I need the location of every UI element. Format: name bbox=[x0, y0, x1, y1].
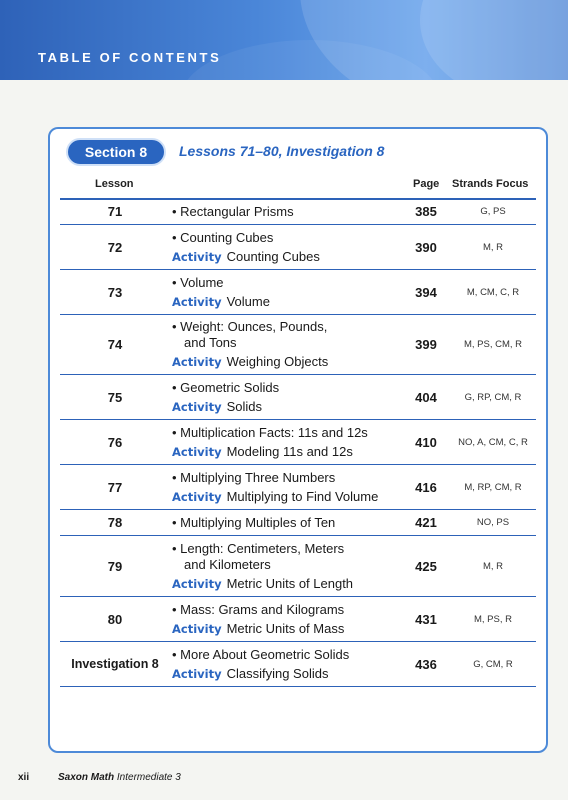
topic-title: • More About Geometric Solids bbox=[172, 646, 350, 662]
topic-title: • Length: Centimeters, Meters bbox=[172, 540, 345, 556]
book-subtitle: Intermediate 3 bbox=[116, 772, 181, 783]
topic-title: • Volume bbox=[172, 274, 224, 290]
lesson-number: 76 bbox=[107, 434, 123, 450]
activity-title: Classifying Solids bbox=[226, 665, 329, 681]
activity-title: Modeling 11s and 12s bbox=[226, 443, 353, 459]
activity-line bbox=[172, 444, 353, 460]
header-banner bbox=[0, 0, 568, 80]
activity-line bbox=[172, 399, 262, 415]
strands-focus: NO, A, CM, C, R bbox=[458, 436, 528, 448]
page-number: 436 bbox=[415, 656, 437, 672]
topic-title: • Rectangular Prisms bbox=[172, 203, 294, 219]
strands-focus: M, R bbox=[482, 241, 504, 253]
footer-page-number: xii bbox=[18, 772, 30, 783]
column-header-page: Page bbox=[413, 178, 440, 190]
column-header-strands: Strands Focus bbox=[452, 178, 529, 190]
lesson-topic bbox=[172, 510, 410, 535]
page-number: 390 bbox=[415, 239, 437, 255]
strands-focus: M, RP, CM, R bbox=[464, 481, 522, 493]
page-number: 410 bbox=[415, 434, 437, 450]
section-subtitle: Lessons 71–80, Investigation 8 bbox=[179, 143, 385, 159]
topic-title: • Geometric Solids bbox=[172, 379, 280, 395]
lesson-topic bbox=[172, 270, 410, 314]
activity-title: Volume bbox=[226, 293, 270, 309]
activity-label: Activity bbox=[172, 444, 222, 459]
page-title: TABLE OF CONTENTS bbox=[38, 50, 222, 65]
page-number: 399 bbox=[415, 337, 437, 352]
row-divider bbox=[60, 686, 536, 687]
activity-line bbox=[172, 489, 378, 505]
book-title: Saxon Math bbox=[58, 772, 115, 783]
footer-book-title bbox=[58, 772, 181, 783]
topic-title-continued: and Tons bbox=[184, 335, 237, 350]
lesson-topic bbox=[172, 597, 410, 641]
column-header-lesson: Lesson bbox=[95, 178, 134, 190]
page-number: 394 bbox=[415, 284, 437, 300]
lesson-number: 75 bbox=[107, 389, 123, 405]
activity-line bbox=[172, 354, 328, 370]
activity-line bbox=[172, 576, 353, 592]
activity-line bbox=[172, 621, 344, 637]
strands-focus: M, PS, R bbox=[473, 613, 512, 625]
strands-focus: M, CM, C, R bbox=[466, 286, 520, 298]
topic-title-continued: and Kilometers bbox=[184, 556, 271, 572]
page-number: 421 bbox=[415, 515, 437, 530]
lesson-number: 77 bbox=[107, 479, 123, 495]
page-number: 385 bbox=[415, 204, 437, 219]
activity-title: Weighing Objects bbox=[226, 354, 329, 369]
section-badge: Section 8 bbox=[66, 138, 166, 166]
lesson-topic bbox=[172, 199, 410, 224]
lesson-topic bbox=[172, 225, 410, 269]
strands-focus: M, PS, CM, R bbox=[463, 339, 523, 350]
lesson-number: 71 bbox=[107, 204, 123, 219]
activity-title: Solids bbox=[226, 398, 263, 414]
activity-label: Activity bbox=[172, 576, 222, 591]
activity-line bbox=[172, 249, 320, 265]
topic-title: • Weight: Ounces, Pounds, bbox=[172, 319, 328, 334]
activity-label: Activity bbox=[172, 399, 222, 414]
lesson-number: 74 bbox=[107, 337, 123, 352]
topic-title: • Multiplication Facts: 11s and 12s bbox=[172, 424, 368, 440]
lesson-topic bbox=[172, 375, 410, 419]
lesson-topic bbox=[172, 536, 410, 596]
strands-focus: G, RP, CM, R bbox=[464, 391, 522, 403]
topic-title: • Counting Cubes bbox=[172, 229, 274, 245]
activity-label: Activity bbox=[172, 355, 222, 369]
activity-title: Metric Units of Mass bbox=[226, 620, 345, 636]
activity-line bbox=[172, 294, 270, 310]
page-number: 425 bbox=[415, 558, 437, 574]
page-number: 431 bbox=[415, 611, 437, 627]
lesson-number: 79 bbox=[107, 558, 123, 574]
lesson-number: 72 bbox=[107, 239, 123, 255]
lesson-topic bbox=[172, 420, 410, 464]
banner-swirl-decoration bbox=[420, 0, 568, 80]
lesson-topic bbox=[172, 642, 410, 686]
lesson-number: 73 bbox=[107, 284, 123, 300]
activity-label: Activity bbox=[172, 249, 222, 264]
page-number: 416 bbox=[415, 479, 437, 495]
lesson-topic bbox=[172, 315, 410, 374]
activity-label: Activity bbox=[172, 294, 222, 309]
topic-title: • Multiplying Multiples of Ten bbox=[172, 514, 336, 530]
activity-title: Counting Cubes bbox=[226, 248, 320, 264]
activity-line bbox=[172, 666, 328, 682]
activity-title: Metric Units of Length bbox=[226, 575, 354, 591]
strands-focus: NO, PS bbox=[476, 517, 510, 528]
topic-title: • Mass: Grams and Kilograms bbox=[172, 601, 345, 617]
activity-label: Activity bbox=[172, 621, 222, 636]
lesson-number: 78 bbox=[107, 515, 123, 530]
page-number: 404 bbox=[415, 389, 437, 405]
strands-focus: G, PS bbox=[480, 206, 506, 217]
activity-label: Activity bbox=[172, 666, 222, 681]
strands-focus: M, R bbox=[482, 560, 504, 572]
topic-title: • Multiplying Three Numbers bbox=[172, 469, 336, 485]
lesson-topic bbox=[172, 465, 410, 509]
lesson-number: 80 bbox=[107, 611, 123, 627]
lesson-number: Investigation 8 bbox=[71, 657, 159, 671]
activity-label: Activity bbox=[172, 489, 222, 504]
activity-title: Multiplying to Find Volume bbox=[226, 488, 379, 504]
strands-focus: G, CM, R bbox=[473, 658, 513, 670]
